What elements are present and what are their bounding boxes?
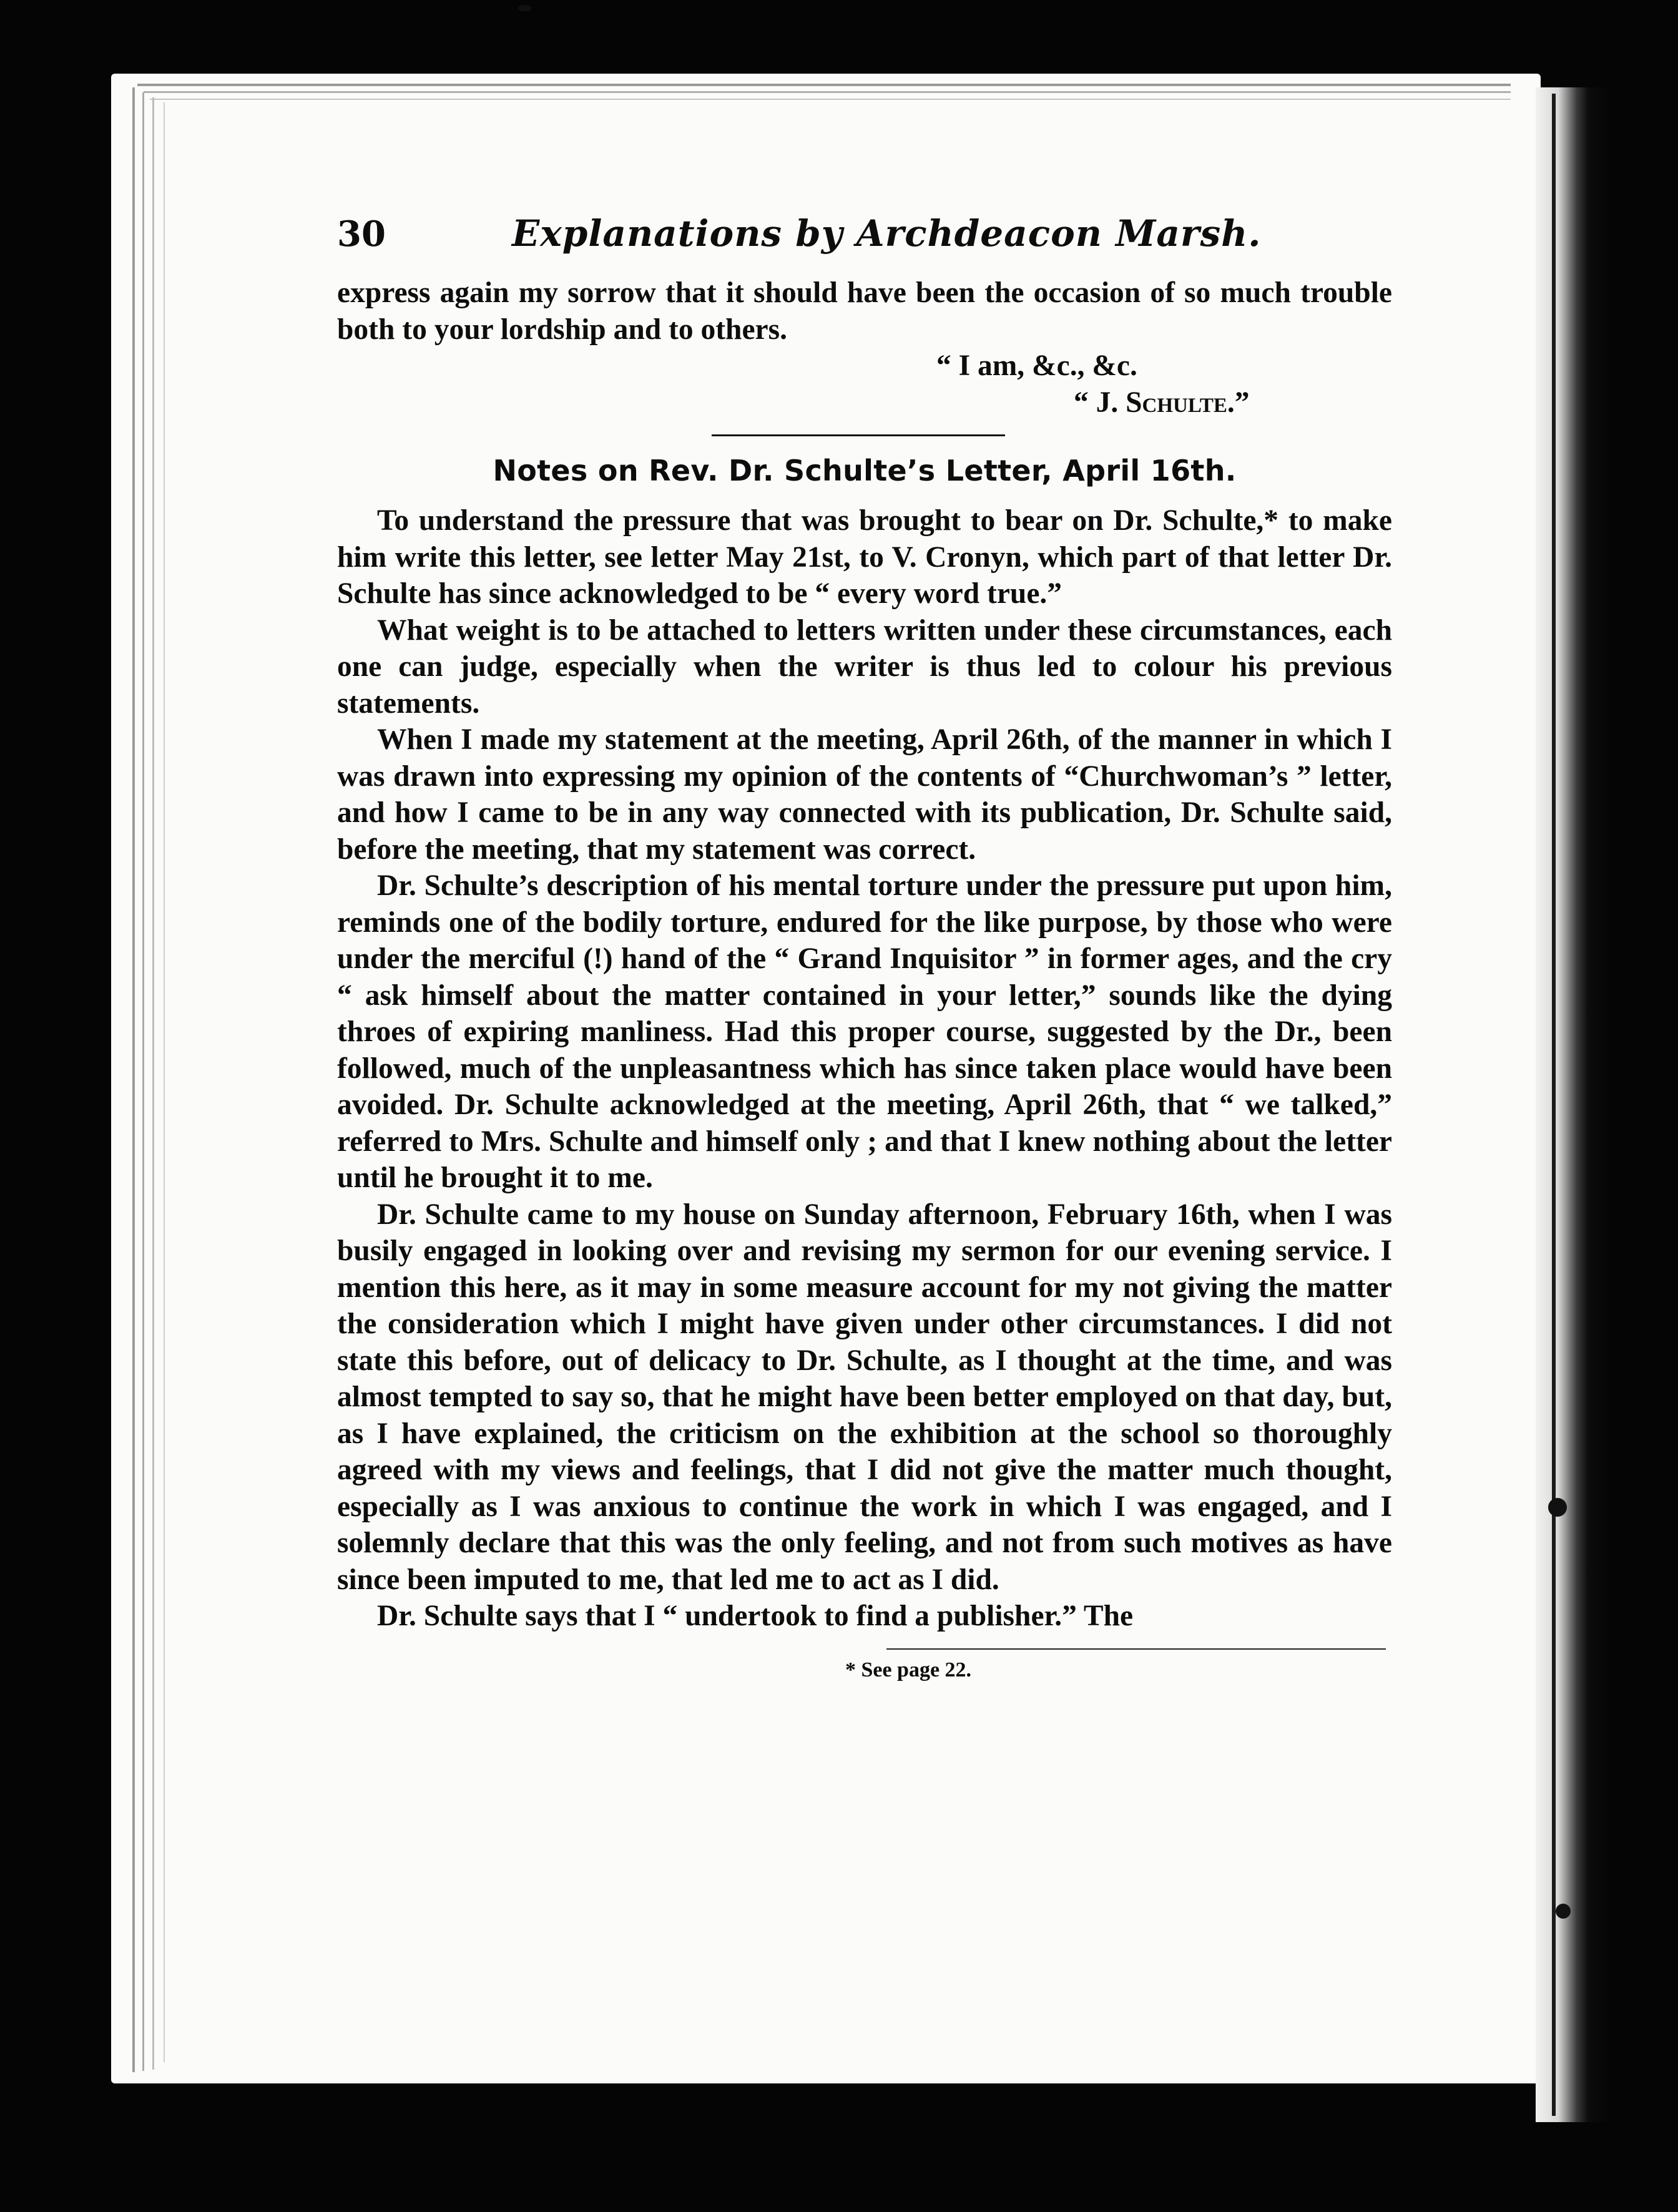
letter-closing-text: express again my sorrow that it should have been the occasion of so much trouble both to your lordship and to others. [337,276,1392,346]
letter-signature: “ J. Schulte.” [1074,386,1250,419]
scan-speck [518,5,532,11]
scan-speck [1556,1904,1571,1919]
book-binding-shadow [1536,87,1611,2122]
page-content [337,206,1392,1682]
running-title: Explanations by Archdeacon Marsh. [512,212,1262,255]
paragraph: Dr. Schulte’s description of his mental torture under the pressure put upon him, reminds one of the bodily torture, endured for the like purpose, by those who were under the merciful (!) hand of the “ Grand Inquisitor ” in former ages, and the cry “ ask himself about the matter contained in your letter,” sounds like the dying throes of expiring manliness. Had this proper course, suggested by the Dr., been followed, much of the unpleasantness which has since taken place would have been avoided. Dr. Schulte acknowledged at the meeting, April 26th, that “ we talked,” referred to Mrs. Schulte and himself only ; and that I knew nothing about the letter until he brought it to me. [337,869,1392,1194]
page-edge [152,97,154,2070]
letter-closing: “ I am, &c., &c. [936,350,1137,382]
paragraph: When I made my statement at the meeting, April 26th, of the manner in which I was drawn into expressing my opinion of the contents of “Churchwoman’s ” letter, and how I came to be in any way connected with its publication, Dr. Schulte said, before the meeting, that my statement was correct. [337,723,1392,866]
scan-speck [1548,1498,1567,1517]
section-heading: Notes on Rev. Dr. Schulte’s Letter, April 16th. [493,454,1237,487]
section-body [337,502,1392,1635]
page-edge [132,87,135,2072]
footnote: * See page 22. [845,1658,972,1681]
paragraph: What weight is to be attached to letters written under these circumstances, each one can judge, especially when the writer is thus led to colour his previous statements. [337,614,1392,720]
page-edge [150,99,1511,100]
paragraph: Dr. Schulte came to my house on Sunday afternoon, February 16th, when I was busily engaged in looking over and revising my sermon for our evening service. I mention this here, as it may in some measure account for my not giving the matter the consideration which I might have given under other circumstances. I did not state this before, out of delicacy to Dr. Schulte, as I thought at the time, and was almost tempted to say so, that he might have been better employed on that day, but, as I have explained, the criticism on the exhibition at the school so thoroughly agreed with my views and feelings, that I did not give the matter much thought, especially as I was anxious to continue the work in which I was engaged, and I solemnly declare that this was the only feeling, and not from such motives as have since been imputed to me, that led me to act as I did. [337,1198,1392,1596]
footnote-divider [886,1648,1386,1650]
page-number: 30 [337,213,386,255]
book-gutter-line [1552,94,1556,2116]
letter-ending [337,275,1392,348]
page-edge [164,102,165,2062]
page-edge [137,84,1511,86]
page-edge [144,91,1511,93]
paragraph: Dr. Schulte says that I “ undertook to find a publisher.” The [377,1600,1134,1632]
page-edge [142,92,144,2071]
section-divider [712,434,1005,436]
paragraph: To understand the pressure that was brought to bear on Dr. Schulte,* to make him write this letter, see letter May 21st, to V. Cronyn, which part of that letter Dr. Schulte has since acknowledged to be “ every word true.” [337,504,1392,610]
letter-signoff [337,348,1392,421]
running-head [337,206,1392,275]
